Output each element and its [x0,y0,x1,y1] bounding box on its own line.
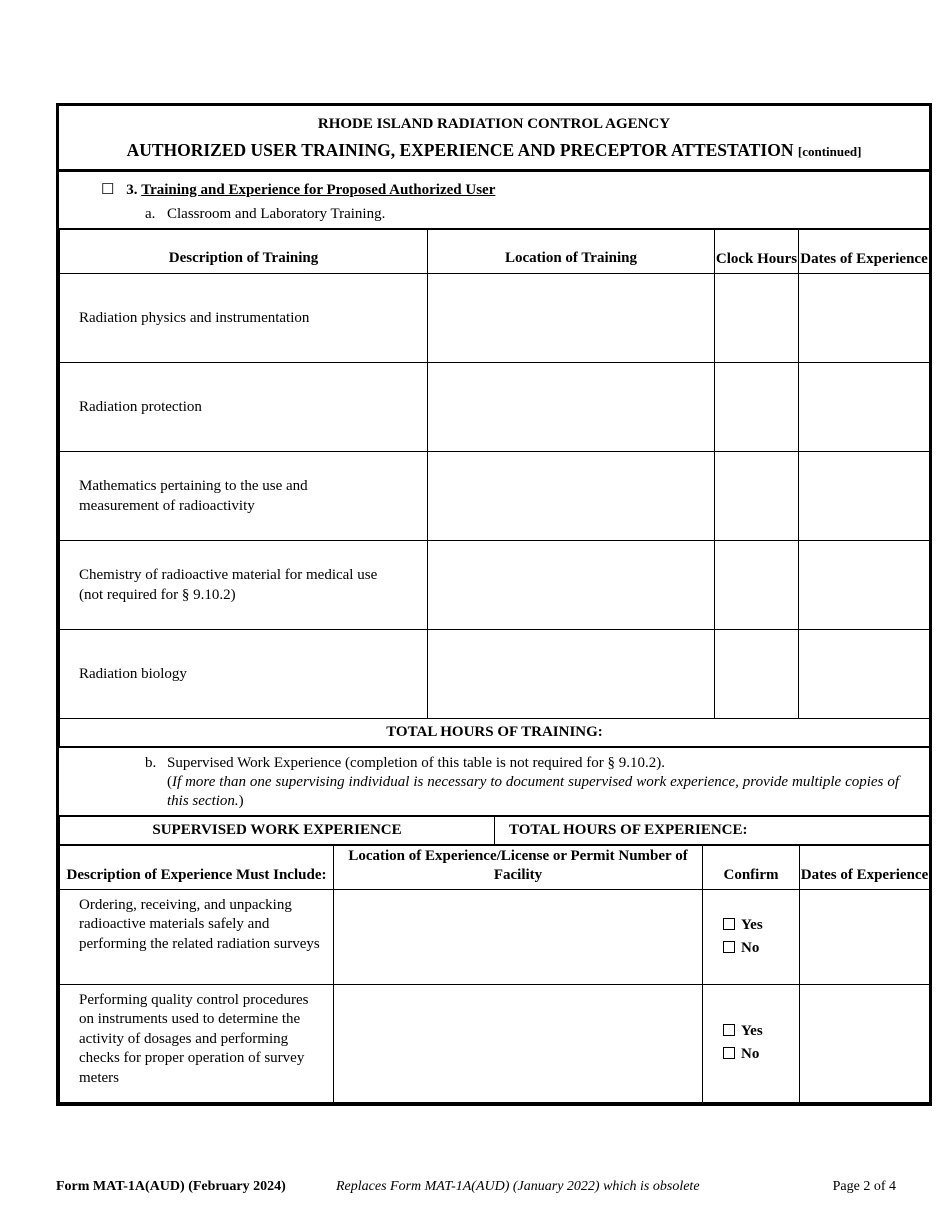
experience-row [60,984,930,1102]
section-b-text: Supervised Work Experience (completion of this table is not required for § 9.10.2). [167,754,665,771]
section-a-letter: a. [145,206,156,222]
header-clock-hours: Clock Hours [715,229,799,273]
experience-table [59,845,930,1103]
form-header [59,106,929,172]
training-description [60,629,428,718]
confirm-cell [703,984,800,1102]
note-open-paren: ( [167,773,172,790]
confirm-no-label: No [741,1046,760,1062]
training-location-cell[interactable] [428,362,715,451]
section-b-note [145,773,899,811]
training-description [60,451,428,540]
confirm-yes-option[interactable] [723,914,799,937]
experience-dates-cell[interactable] [800,984,930,1102]
training-row [60,273,930,362]
checkbox-icon[interactable] [723,918,735,930]
experience-dates-cell[interactable] [800,889,930,984]
training-table [59,228,930,747]
training-dates-cell[interactable] [799,362,930,451]
training-dates-cell[interactable] [799,273,930,362]
training-location-cell[interactable] [428,629,715,718]
section-b-letter: b. [145,754,157,771]
checkbox-icon[interactable] [723,1047,735,1059]
checkbox-icon[interactable] [723,941,735,953]
header-dates-of-experience: Dates of Experience [799,229,930,273]
training-description-line: Chemistry of radioactive material for medical use [79,566,378,583]
section-3-heading [59,172,929,204]
checkbox-icon[interactable] [723,1024,735,1036]
training-hours-cell[interactable] [715,540,799,629]
section-b-note-text: If more than one supervising individual is necessary to document supervised work experience, provide multiple copies of this section. [167,773,899,809]
confirm-no-option[interactable] [723,1043,799,1066]
confirm-cell [703,889,800,984]
confirm-yes-option[interactable] [723,1020,799,1043]
training-dates-cell[interactable] [799,540,930,629]
form-container [56,103,932,1106]
experience-row [60,889,930,984]
section-3-checkbox[interactable]: ☐ [101,182,115,198]
training-description [60,540,428,629]
training-location-cell[interactable] [428,273,715,362]
section-a-text: Classroom and Laboratory Training. [167,206,386,222]
experience-title-table [59,815,930,845]
training-dates-cell[interactable] [799,451,930,540]
total-hours-of-experience-label: TOTAL HOURS OF EXPERIENCE: [495,816,930,845]
training-row [60,451,930,540]
training-row [60,629,930,718]
training-location-cell[interactable] [428,540,715,629]
training-location-cell[interactable] [428,451,715,540]
supervised-work-experience-title: SUPERVISED WORK EXPERIENCE [60,816,495,845]
experience-location-cell[interactable] [334,984,703,1102]
form-title [59,138,929,164]
training-description-line: (not required for § 9.10.2) [79,586,236,603]
total-hours-of-training-label: TOTAL HOURS OF TRAINING: [60,718,930,746]
header-description-of-training: Description of Training [60,229,428,273]
experience-title-row [60,816,930,845]
footer-page-number: Page 2 of 4 [832,1179,896,1194]
confirm-no-label: No [741,939,760,956]
section-b [59,747,929,815]
training-hours-cell[interactable] [715,362,799,451]
experience-description: Performing quality control procedures on instruments used to determine the activity of dosages and performing checks for proper operation of survey meters [60,984,334,1102]
agency-name: RHODE ISLAND RADIATION CONTROL AGENCY [317,116,671,132]
experience-location-cell[interactable] [334,889,703,984]
training-description [60,362,428,451]
training-description-line: Mathematics pertaining to the use and [79,477,308,494]
training-description-line: Radiation physics and instrumentation [79,309,310,326]
experience-header-row [60,845,930,889]
section-a-label [59,204,929,228]
header-location-of-training: Location of Training [428,229,715,273]
training-header-row [60,229,930,273]
training-hours-cell[interactable] [715,629,799,718]
footer-form-id: Form MAT-1A(AUD) (February 2024) [56,1179,286,1194]
experience-description: Ordering, receiving, and unpacking radioactive materials safely and performing the related radiation surveys [60,889,334,984]
header-location-of-experience: Location of Experience/License or Permit Number of Facility [334,845,703,889]
confirm-yes-label: Yes [741,916,763,933]
training-description [60,273,428,362]
section-3-number: 3. [126,182,138,198]
confirm-no-option[interactable] [723,937,799,960]
continued-label: [continued] [797,144,862,159]
training-dates-cell[interactable] [799,629,930,718]
training-row [60,540,930,629]
total-training-row [60,718,930,746]
header-confirm: Confirm [703,845,800,889]
header-description-of-experience: Description of Experience Must Include: [60,845,334,889]
section-3-title: Training and Experience for Proposed Authorized User [141,182,496,198]
training-description-line: Radiation biology [79,665,187,682]
training-row [60,362,930,451]
confirm-yes-label: Yes [741,1023,763,1039]
note-close-paren: ) [238,792,244,809]
training-description-line: measurement of radioactivity [79,497,255,514]
training-description-line: Radiation protection [79,398,202,415]
footer-replaces-note: Replaces Form MAT-1A(AUD) (January 2022) which is obsolete [336,1179,700,1194]
header-dates-of-experience: Dates of Experience [800,845,930,889]
form-title-text: AUTHORIZED USER TRAINING, EXPERIENCE AND PRECEPTOR ATTESTATION [126,140,794,160]
training-hours-cell[interactable] [715,273,799,362]
training-hours-cell[interactable] [715,451,799,540]
